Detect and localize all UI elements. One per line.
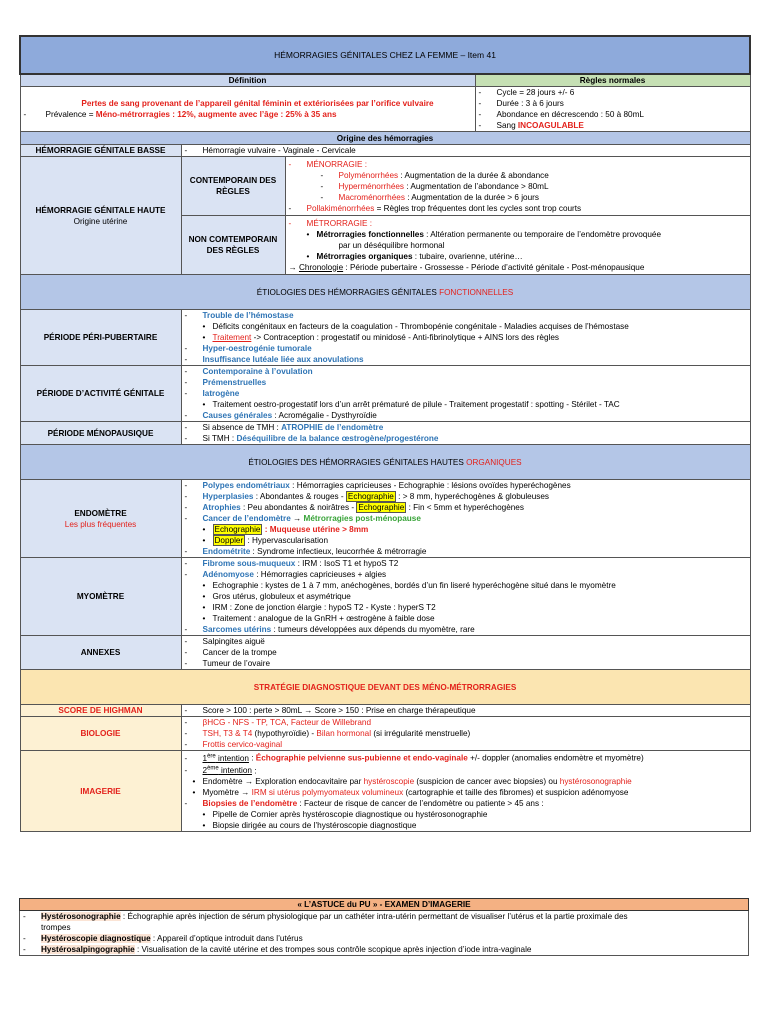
normal-rules-header: Règles normales bbox=[475, 74, 750, 87]
origin-header: Origine des hémorragies bbox=[20, 132, 750, 145]
basse-text: - Hémorragie vulvaire - Vaginale - Cervicale bbox=[181, 145, 750, 157]
normal-rules-cell bbox=[475, 87, 750, 132]
contemp-cell: - MÉNORRAGIE : - Polyménorrhées : Augmentation de la durée & abondance - Hyperménorrhées : Augmentation de l’abondance > 80mL - Macroménorrhées : Augmentation de la durée > 6 jours - Pollakiménorrhées = Règles trop fréquentes dont les cycles sont trop courts bbox=[285, 157, 750, 216]
menopausique-cell: - Si absence de TMH : ATROPHIE de l’endomètre - Si TMH : Déséquilibre de la balance œstrogène/progestérone bbox=[181, 422, 750, 445]
activite-genitale-cell: - Contemporaine à l’ovulation - Prémenstruelles - Iatrogène • Traitement oestro-progestatif lors d’un arrêt prématuré de pilule - Traitement progestatif : spotting - Stérilet - TAC - Causes générales : Acromégalie - Dysthyroïdie bbox=[181, 366, 750, 422]
definition-cell bbox=[20, 87, 475, 132]
haute-label: HÉMORRAGIE GÉNITALE HAUTE Origine utérine bbox=[20, 157, 181, 275]
definition-header: Définition bbox=[20, 74, 475, 87]
prevalence-line: - Prévalence = Méno-métrorragies : 12%, augmente avec l’âge : 25% à 35 ans bbox=[23, 110, 337, 119]
peri-pubertaire-label: PÉRIODE PÉRI-PUBERTAIRE bbox=[20, 310, 181, 366]
page-title: HÉMORRAGIES GÉNITALES CHEZ LA FEMME – Item 41 bbox=[20, 36, 750, 74]
menopausique-label: PÉRIODE MÉNOPAUSIQUE bbox=[20, 422, 181, 445]
score-cell: - Score > 100 : perte > 80mL → Score > 150 : Prise en charge thérapeutique bbox=[181, 705, 750, 717]
astuce-cell: - Hystérosonographie : Échographie après injection de sérum physiologique par un cathéter intra-utérin permettant de visualiser l’utérus et la partie proximale des trompes - Hystéroscopie diagnostique : Appareil d’optique introduit dans l’utérus - Hystérosalpingographie : Visualisation de la cavité utérine et des trompes sous contrôle scopique après injection d’iode intra-vaginale bbox=[20, 911, 749, 956]
astuce-header: « L’ASTUCE du PU » - EXAMEN D’IMAGERIE bbox=[20, 899, 749, 911]
myometre-cell: - Fibrome sous-muqueux : IRM : IsoS T1 et hypoS T2 - Adénomyose : Hémorragies capricieuses + algies • Echographie : kystes de 1 à 7 mm, anéchogènes, bordés d’un fin liseré hyperéchogène situé dans le myomètre • Gros utérus, globuleux et asymétrique • IRM : Zone de jonction élargie : hypoS T2 - Kyste : hyperS T2 • Traitement : analogue de la GnRH + œstrogène à faible dose - Sarcomes utérins : tumeurs développées aux dépends du myomètre, rare bbox=[181, 558, 750, 636]
annexes-cell: - Salpingites aiguë - Cancer de la trompe - Tumeur de l’ovaire bbox=[181, 636, 750, 670]
contemp-label: CONTEMPORAIN DES RÈGLES bbox=[181, 157, 285, 216]
fonctionnelles-header: ÉTIOLOGIES DES HÉMORRAGIES GÉNITALES FONCTIONNELLES bbox=[20, 275, 750, 310]
basse-label: HÉMORRAGIE GÉNITALE BASSE bbox=[20, 145, 181, 157]
rule-abondance: - Abondance en décrescendo : 50 à 80mL bbox=[478, 110, 644, 119]
biologie-label: BIOLOGIE bbox=[20, 717, 181, 751]
activite-genitale-label: PÉRIODE D’ACTIVITÉ GÉNITALE bbox=[20, 366, 181, 422]
myometre-label: MYOMÈTRE bbox=[20, 558, 181, 636]
noncontemp-cell: - MÉTRORRAGIE : • Métrorragies fonctionnelles : Altération permanente ou temporaire de l’endomètre provoquée par un déséquilibre hormonal • Métrorragies organiques : tubaire, ovarienne, utérine… → Chronologie : Période pubertaire - Grossesse - Période d’activité génitale - Post-ménopausique bbox=[285, 216, 750, 275]
astuce-box bbox=[19, 898, 749, 956]
strategie-header: STRATÉGIE DIAGNOSTIQUE DEVANT DES MÉNO-MÉTRORRAGIES bbox=[20, 670, 750, 705]
organiques-header: ÉTIOLOGIES DES HÉMORRAGIES GÉNITALES HAUTES ORGANIQUES bbox=[20, 445, 750, 480]
rule-cycle: - Cycle = 28 jours +/- 6 bbox=[478, 88, 575, 97]
rule-sang: - Sang INCOAGULABLE bbox=[478, 121, 584, 130]
peri-pubertaire-cell: - Trouble de l’hémostase • Déficits congénitaux en facteurs de la coagulation - Thrombopénie congénitale - Maladies acquises de l’hémostase • Traitement -> Contraception : progestatif ou minidosé - Anti-fibrinolytique + AINS lors des règles - Hyper-oestrogénie tumorale - Insuffisance lutéale liée aux anovulations bbox=[181, 310, 750, 366]
imagerie-cell: - 1ère intention : Échographie pelvienne sus-pubienne et endo-vaginale +/- doppler (anomalies endomètre et myomètre) - 2ème intention : • Endomètre → Exploration endocavitaire par hystéroscopie (suspicion de cancer avec biopsies) ou hystérosonographie • Myomètre → IRM si utérus polymyomateux volumineux (cartographie et taille des fibromes) et suspicion adénomyose - Biopsies de l’endomètre : Facteur de risque de cancer de l’endomètre ou patiente > 45 ans : • Pipelle de Cornier après hystéroscopie diagnostique ou hystérosonographie • Biopsie dirigée au cours de l’hystéroscopie diagnostique bbox=[181, 751, 750, 832]
endometre-cell: - Polypes endométriaux : Hémorragies capricieuses - Echographie : lésions ovoïdes hyperéchogènes - Hyperplasies : Abondantes & rouges - Echographie : > 8 mm, hyperéchogènes & globuleuses - Atrophies : Peu abondantes & noirâtres - Echographie : Fin < 5mm et hyperéchogènes - Cancer de l’endomètre → Métrorragies post-ménopause • Echographie : Muqueuse utérine > 8mm • Doppler : Hypervascularisation - Endométrite : Syndrome infectieux, leucorrhée & métrorragie bbox=[181, 480, 750, 558]
annexes-label: ANNEXES bbox=[20, 636, 181, 670]
main-sheet bbox=[19, 35, 749, 832]
score-label: SCORE DE HIGHMAN bbox=[20, 705, 181, 717]
main-table bbox=[19, 35, 751, 832]
definition-text: Pertes de sang provenant de l’appareil génital féminin et extériorisées par l’orifice vulvaire bbox=[81, 99, 434, 108]
astuce-table bbox=[19, 898, 749, 956]
noncontemp-label: NON COMTEMPORAIN DES RÈGLES bbox=[181, 216, 285, 275]
biologie-cell: - βHCG - NFS - TP, TCA, Facteur de Willebrand - TSH, T3 & T4 (hypothyroïdie) - Bilan hormonal (si irrégularité menstruelle) - Frottis cervico-vaginal bbox=[181, 717, 750, 751]
imagerie-label: IMAGERIE bbox=[20, 751, 181, 832]
rule-duree: - Durée : 3 à 6 jours bbox=[478, 99, 564, 108]
endometre-label: ENDOMÈTRE Les plus fréquentes bbox=[20, 480, 181, 558]
